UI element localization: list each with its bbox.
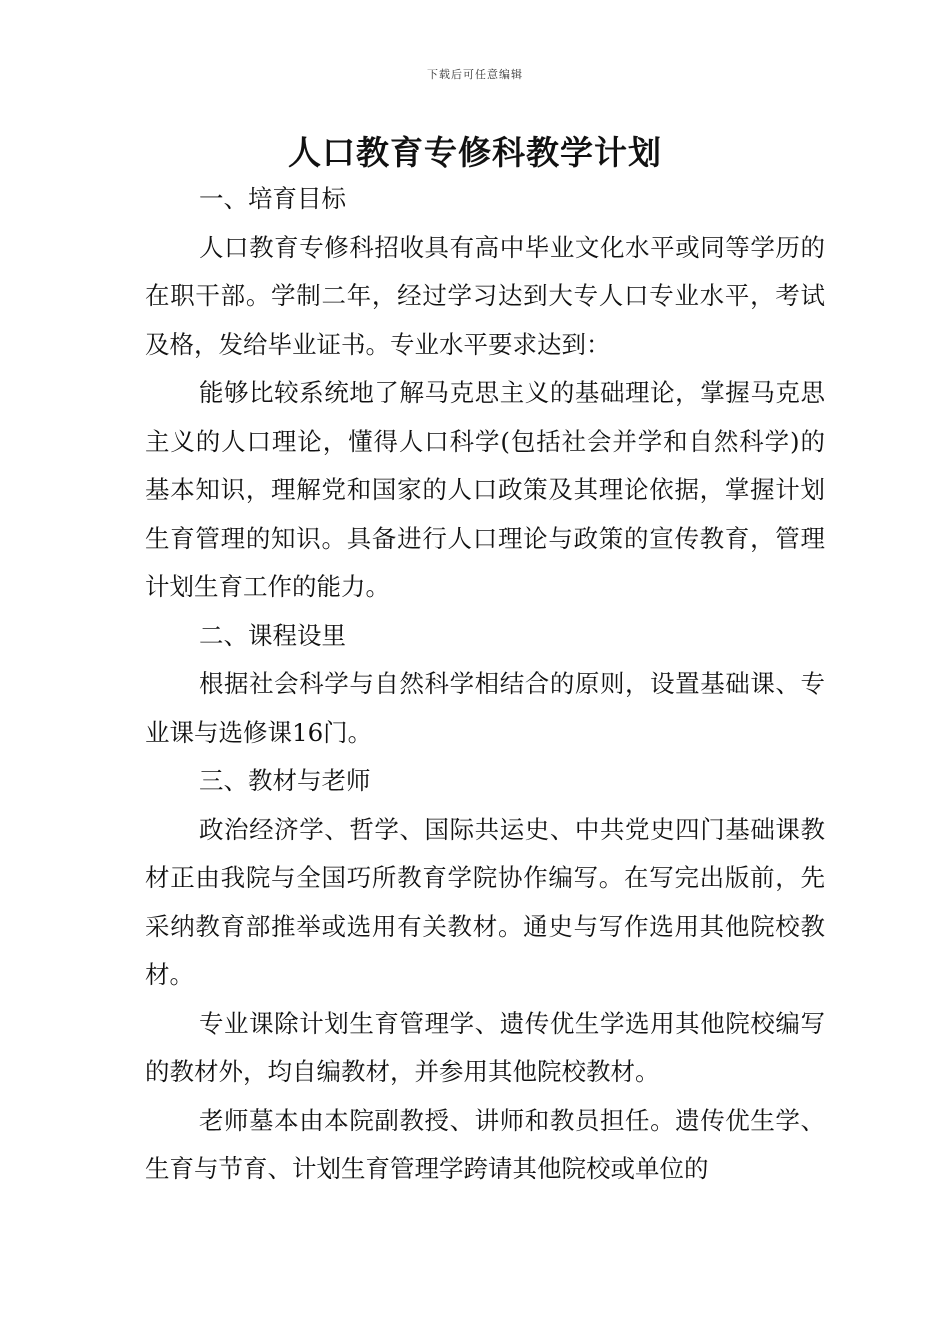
- section-heading-goals: 一、培育目标: [199, 184, 346, 213]
- section-heading-courses: 二、课程设里: [199, 620, 346, 650]
- paragraph-basic-materials: 政治经济学、哲学、国际共运史、中共党史四门基础课教材正由我院与全国巧所教育学院协作编写。在写完出版前，先采纳教育部推举或选用有关教材。通史与写作选用其他院校教材。: [145, 814, 825, 989]
- paragraph-teachers: 老师墓本由本院副教授、讲师和教员担任。遗传优生学、生育与节育、计划生育管理学跨请其他院校或单位的: [145, 1105, 825, 1183]
- paragraph-professional-materials: 专业课除计划生育管理学、遗传优生学选用其他院校编写的教材外，均自编教材，并参用其他院校教材。: [145, 1008, 825, 1086]
- section-heading-materials: 三、教材与老师: [199, 766, 371, 795]
- header-note: 下载后可任意编辑: [427, 68, 523, 81]
- document-title: 人口教育专修科教学计划: [288, 133, 662, 172]
- paragraph-courses: 根据社会科学与自然科学相结合的原则，设置基础课、专业课与选修课16门。: [145, 669, 825, 747]
- paragraph-requirements: 能够比较系统地了解马克思主义的基础理论，掌握马克思主义的人口理论，懂得人口科学(包括社会并学和自然科学)的基本知识，理解党和国家的人口政策及其理论依据，掌握计划生育管理的知识。具备进行人口理论与政策的宣传教育，管理计划生育工作的能力。: [145, 378, 825, 601]
- paragraph-enrollment: 人口教育专修科招收具有高中毕业文化水平或同等学历的在职干部。学制二年，经过学习达到大专人口专业水平，考试及格，发给毕业证书。专业水平要求达到：: [145, 232, 825, 359]
- document-body: [145, 175, 825, 1194]
